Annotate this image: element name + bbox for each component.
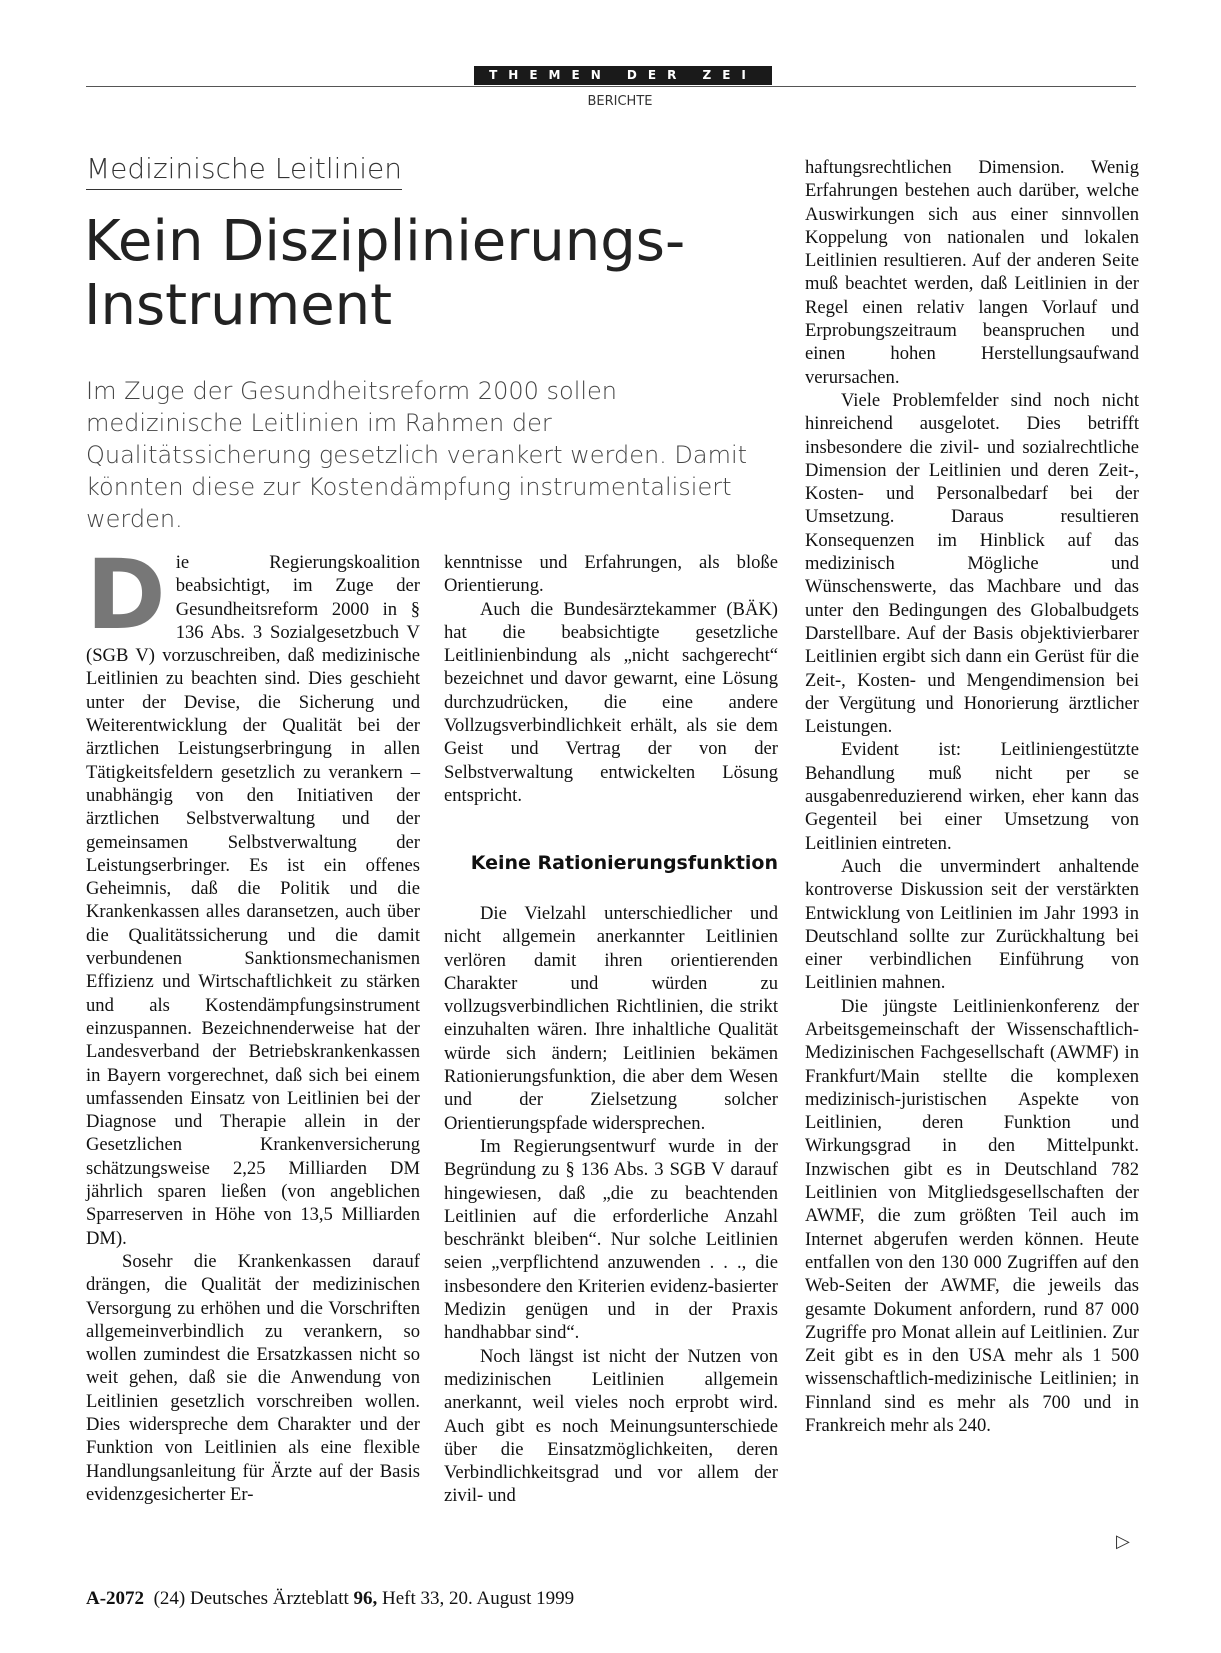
column-2 xyxy=(444,551,778,807)
headline-line-1: Kein Disziplinierungs- xyxy=(84,209,686,274)
paragraph: haftungsrechtlichen Dimension. Wenig Erfahrungen bestehen auch darüber, welche Auswirkungen sich aus einer sinnvollen Koppelung von nationalen und lokalen Leitlinien resultieren. Auf der anderen Seite muß beachtet werden, daß Leitlinien in der Regel einen relativ langen Vorlauf und Erprobungszeitraum beanspruchen und einen hohen Herstellungsaufwand verursachen. xyxy=(805,157,1139,388)
paragraph: Auch die Bundesärztekammer (BÄK) hat die beabsichtigte gesetzliche Leitlinienbindung als „nicht sachgerecht“ bezeichnet und davor gewarnt, eine Lösung durchzudrücken, die eine andere Vollzugsverbindlichkeit erhält, als sie dem Geist und Vertrag der von der Selbstverwaltung entwickelten Lösung entspricht. xyxy=(444,598,778,806)
continue-arrow-icon: ▷ xyxy=(1116,1531,1130,1552)
headline-line-2: Instrument xyxy=(84,273,393,338)
paragraph-text: ie Regierungskoalition beabsichtigt, im Zuge der Gesundheitsreform 2000 in § 136 Abs. 3 Sozialgesetzbuch V (SGB V) vorzuschreiben, daß medizinische Leitlinien zu beachten sind. Dies geschieht unter der Devise, die Sicherung und Weiterentwicklung der Qualität bei der ärztlichen Leistungserbringung in allen Tätigkeitsfeldern gesetzlich zu verankern – unabhängig von den Initiativen der ärztlichen Selbstverwaltung und der gemeinsamen Selbstverwaltung der Leistungserbringer. Es ist ein offenes Geheimnis, daß die Politik und die Krankenkassen alles daransetzen, auch über die Qualitätssicherung und die damit verbundenen Sanktionsmechanismen Effizienz und Wirtschaftlichkeit zu stärken und als Kostendämpfungsinstrument einzuspannen. Bezeichnenderweise hat der Landesverband der Betriebskrankenkassen in Bayern vorgerechnet, daß sich bei einem umfassenden Einsatz von Leitlinien bei der Diagnose und Therapie allein in der Gesetzlichen Krankenversicherung schätzungsweise 2,25 Milliarden DM jährlich sparen ließen (von angeblichen Sparreserven in Höhe von 13,5 Milliarden DM). xyxy=(86,552,420,1249)
subheading: Keine Rationierungsfunktion xyxy=(470,852,778,874)
article-kicker: Medizinische Leitlinien xyxy=(86,152,402,190)
column-2-continued xyxy=(444,902,778,1508)
article-lead: Im Zuge der Gesundheitsreform 2000 sollen medizinische Leitlinien im Rahmen der Qualitätssicherung gesetzlich verankert werden. Damit könnten diese zur Kostendämpfung instrumentalisiert werden. xyxy=(86,377,748,533)
paragraph: Die jüngste Leitlinienkonferenz der Arbeitsgemeinschaft der Wissenschaftlich-Medizinischen Fachgesellschaft (AWMF) in Frankfurt/Main stellte die komplexen medizinisch-juristischen Aspekte von Leitlinien, deren Funktion und Wirkungsgrad in den Mittelpunkt. Inzwischen gibt es in Deutschland 782 Leitlinien von Mitgliedsgesellschaften der AWMF, die zum größten Teil auch im Internet abgerufen werden können. Heute entfallen von den 130 000 Zugriffen auf den Web-Seiten der AWMF, die jeweils das gesamte Dokument anfordern, rund 87 000 Zugriffe pro Monat allein auf Leitlinien. Zur Zeit gibt es in den USA mehr als 1 500 wissenschaftlich-medizinische Leitlinien; in Finnland sind es mehr als 700 und in Frankreich mehr als 240. xyxy=(805,995,1139,1437)
paragraph: Noch längst ist nicht der Nutzen von medizinischen Leitlinien allgemein anerkannt, weil vieles noch erprobt wird. Auch gibt es noch Meinungsunterschiede über die Einsatzmöglichkeiten, deren Verbindlichkeitsgrad und vor allem der zivil- und xyxy=(444,1345,778,1507)
section-label: BERICHTE xyxy=(587,94,653,109)
page-footer xyxy=(86,1588,574,1610)
column-3 xyxy=(805,156,1139,1437)
paragraph: Evident ist: Leitliniengestützte Behandlung muß nicht per se ausgabenreduzierend wirken, eher kann das Gegenteil bei einer Umsetzung von Leitlinien eintreten. xyxy=(805,739,1139,854)
volume-number: 96, xyxy=(353,1588,378,1609)
paragraph: Die Vielzahl unterschiedlicher und nicht allgemein anerkannter Leitlinien verlören damit ihren orientierenden Charakter und würden zu vollzugsverbindlichen Richtlinien, die strikt einzuhalten wären. Ihre inhaltliche Qualität würde sich ändern; Leitlinien bekämen Rationierungsfunktion, die aber dem Wesen und der Zielsetzung solcher Orientierungspfade widersprechen. xyxy=(444,903,778,1134)
article-headline xyxy=(84,210,784,338)
paragraph xyxy=(86,539,420,1250)
column-1 xyxy=(86,539,420,1506)
paragraph: Auch die unvermindert anhaltende kontroverse Diskussion seit der verstärkten Entwicklung von Leitlinien im Jahr 1993 in Deutschland sollte zur Zurückhaltung bei einer verbindlichen Einführung von Leitlinien mahnen. xyxy=(805,855,1139,994)
citation-prefix: (24) Deutsches Ärzteblatt xyxy=(153,1588,349,1609)
drop-cap: D xyxy=(86,539,166,651)
paragraph: Sosehr die Krankenkassen darauf drängen, die Qualität der medizinischen Versorgung zu erhöhen und die Vorschriften allgemeinverbindlich zu verankern, so wollen zumindest die Ersatzkassen nicht so weit gehen, daß sie die Anwendung von Leitlinien gesetzlich vorschreiben wollen. Dies widerspreche dem Charakter und der Funktion von Leitlinien als eine flexible Handlungsanleitung für Ärzte auf der Basis evidenzgesicherter Er- xyxy=(86,1250,420,1505)
paragraph: kenntnisse und Erfahrungen, als bloße Orientierung. xyxy=(444,552,778,597)
citation-suffix: Heft 33, 20. August 1999 xyxy=(382,1588,575,1609)
page-code: A-2072 xyxy=(86,1588,145,1609)
paragraph: Im Regierungsentwurf wurde in der Begründung zu § 136 Abs. 3 SGB V darauf hingewiesen, daß „die zu beachtenden Leitlinien auf die erforderliche Anzahl beschränkt bleiben“. Nur solche Leitlinien seien „verpflichtend anzuwenden . . ., die insbesondere den Kriterien evidenz-basierter Medizin genügen und in der Praxis handhabbar sind“. xyxy=(444,1135,778,1344)
section-band: THEMEN DER ZEI xyxy=(474,66,772,85)
header-rule xyxy=(86,86,1136,87)
paragraph: Viele Problemfelder sind noch nicht hinreichend ausgelotet. Dies betrifft insbesondere die zivil- und sozialrechtliche Dimension der Leitlinien und deren Zeit-, Kosten- und Personalbedarf bei der Umsetzung. Daraus resultieren Konsequenzen im Hinblick auf das medizinisch Mögliche und Wünschenswerte, das Machbare und das unter den Bedingungen des Globalbudgets Darstellbare. Auf der Basis objektivierbarer Leitlinien ergibt sich dann ein Gerüst für die Zeit-, Kosten- und Mengendimension bei der Vergütung und Honorierung ärztlicher Leistungen. xyxy=(805,389,1139,738)
